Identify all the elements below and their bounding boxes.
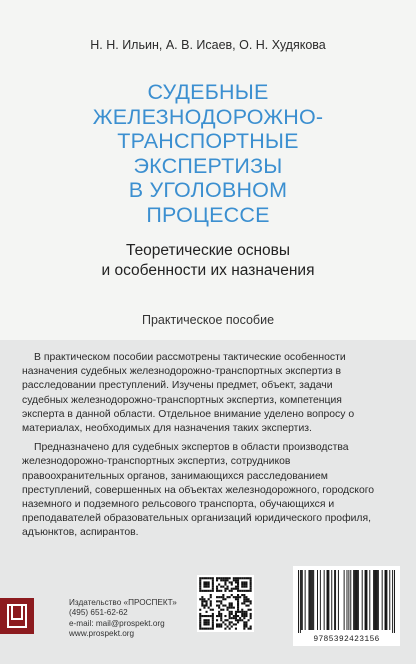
isbn-number: 9785392423156 xyxy=(313,635,380,644)
publisher-name: Издательство «ПРОСПЕКТ» xyxy=(69,598,177,607)
authors: Н. Н. Ильин, А. В. Исаев, О. Н. Худякова xyxy=(90,38,326,52)
title-line: ЭКСПЕРТИЗЫ xyxy=(133,153,283,178)
subtitle-line: и особенности их назначения xyxy=(101,261,315,279)
genre-label: Практическое пособие xyxy=(141,313,275,327)
publisher-website: www.prospekt.org xyxy=(69,628,135,638)
title-line: ЖЕЛЕЗНОДОРОЖНО- xyxy=(92,104,324,129)
qr-code-icon xyxy=(197,575,254,632)
book-subtitle xyxy=(0,241,416,280)
title-line: ПРОЦЕССЕ xyxy=(146,202,270,227)
title-line: В УГОЛОВНОМ xyxy=(128,178,288,202)
prospekt-logo-icon xyxy=(0,598,34,634)
abstract-paragraph: В практическом пособии рассмотрены тактические особенности назначения судебных железнодорожно-транспортных экспертиз в расследовании преступлений. Изучены предмет, объект, задачи судебных железнодорожно-транспортных экспертиз, компетенция эксперта в данной области. Отдельное внимание уделено вопросу о материалах, необходимых для назначения таких экспертиз. xyxy=(22,352,355,435)
title-line: ТРАНСПОРТНЫЕ xyxy=(117,129,299,153)
subtitle-line: Теоретические основы xyxy=(125,242,291,259)
abstract-text xyxy=(22,351,376,541)
publisher-info xyxy=(69,598,177,639)
book-title xyxy=(0,80,416,227)
abstract-paragraph: Предназначено для судебных экспертов в области производства железнодорожно-транспортных экспертиз, сотрудников правоохранительных органов, занимающихся расследованием преступлений, совершенных на объектах железнодорожного, городского наземного и подземного рельсового транспорта, обучающихся и преподавателей образовательных организаций юридического профиля, адъюнктов, аспирантов. xyxy=(22,442,375,539)
publisher-phone: (495) 651-62-62 xyxy=(69,608,128,618)
isbn-barcode xyxy=(293,566,400,646)
publisher-email: e-mail: mail@prospekt.org xyxy=(69,618,165,628)
title-line: СУДЕБНЫЕ xyxy=(147,80,269,104)
